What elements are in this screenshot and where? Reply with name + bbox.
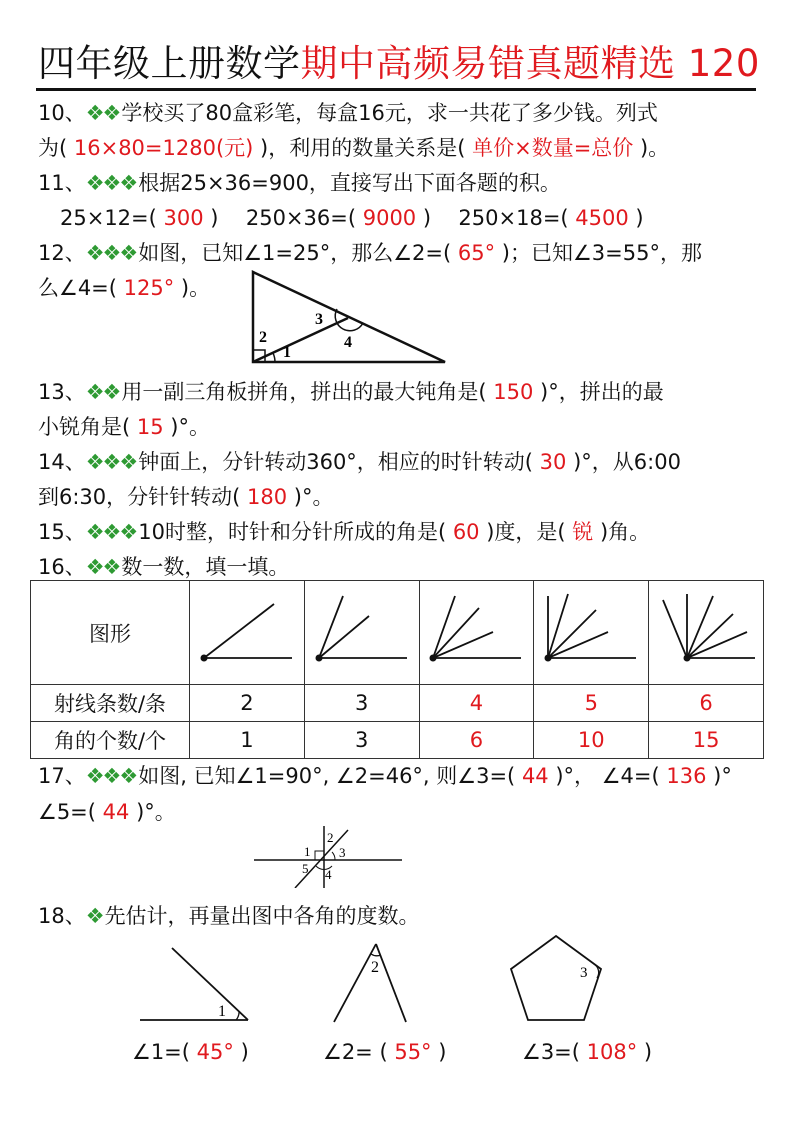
q13-answer-2: 15 <box>130 415 171 439</box>
q12-text: 如图，已知∠1=25°，那么∠2=( <box>138 241 452 265</box>
q10-text: 学校买了80盒彩笔，每盒16元，求一共花了多少钱。列式 <box>121 101 658 125</box>
difficulty-diamond-icon: ❖❖ <box>85 380 120 404</box>
q18-answer-2 <box>323 1040 446 1064</box>
table-cell-figure <box>304 581 419 685</box>
q13-number: 13、 <box>38 380 86 404</box>
q18-answer-text: ∠3=( <box>522 1040 580 1064</box>
q10-number: 10、 <box>38 101 86 125</box>
ray-figure <box>307 590 417 670</box>
table-cell-answer: 10 <box>534 722 649 759</box>
angle-label-1: 1 <box>304 844 311 859</box>
q17-text: ∠5=( <box>38 800 96 824</box>
q12-triangle-figure <box>245 268 455 366</box>
q17-text: )° <box>713 764 732 788</box>
q14-answer-1: 30 <box>533 450 574 474</box>
q11-line2 <box>60 202 644 234</box>
q13-text: 用一副三角板拼角，拼出的最大钝角是( <box>121 380 487 404</box>
table-cell-answer: 4 <box>419 685 534 722</box>
q11-text: 根据25×36=900，直接写出下面各题的积。 <box>138 171 561 195</box>
table-header-angles: 角的个数/个 <box>31 722 190 759</box>
q15-text: )度，是( <box>486 520 566 544</box>
q14-line2 <box>38 481 334 513</box>
q11-expr: 250×18=( <box>458 206 569 230</box>
q10-text: )，利用的数量关系是( <box>260 136 466 160</box>
ray-figure <box>421 590 531 670</box>
angle-label-1: 1 <box>218 1003 226 1020</box>
q11-expr: ) <box>210 206 219 230</box>
q10-line1 <box>38 97 658 129</box>
difficulty-diamond-icon: ❖❖❖ <box>85 764 137 788</box>
q11-answer-1: 300 <box>156 206 211 230</box>
q17-intersecting-lines-figure <box>248 826 408 888</box>
table-cell-figure <box>534 581 649 685</box>
q12-answer-2: 125° <box>116 276 181 300</box>
table-cell-answer: 5 <box>534 685 649 722</box>
angle-label-3: 3 <box>315 311 323 328</box>
q18-line <box>38 900 420 932</box>
q13-text: 小锐角是( <box>38 415 131 439</box>
q11-answer-2: 9000 <box>356 206 423 230</box>
table-row <box>31 581 764 685</box>
q10-answer-2: 单价×数量=总价 <box>465 136 640 160</box>
q18-answer-text: ∠2= ( <box>323 1040 388 1064</box>
table-cell-figure <box>190 581 305 685</box>
q17-text: )°， ∠4=( <box>555 764 660 788</box>
ray-figure <box>651 590 761 670</box>
table-cell-figure <box>419 581 534 685</box>
q11-expr: 250×36=( <box>245 206 357 230</box>
q18-answer-3 <box>522 1040 652 1064</box>
table-cell: 1 <box>190 722 305 759</box>
angle-label-1: 1 <box>283 344 291 361</box>
difficulty-diamond-icon: ❖❖❖ <box>85 520 137 544</box>
q13-line1 <box>38 376 664 408</box>
q17-answer-2: 136 <box>659 764 714 788</box>
q17-line2 <box>38 796 176 828</box>
q17-text: 如图, 已知∠1=90°, ∠2=46°, 则∠3=( <box>138 764 516 788</box>
q14-answer-2: 180 <box>240 485 294 509</box>
q10-text: 为( <box>38 136 68 160</box>
angle-label-3: 3 <box>339 845 346 860</box>
difficulty-diamond-icon: ❖❖ <box>85 555 120 579</box>
q11-number: 11、 <box>38 171 86 195</box>
difficulty-diamond-icon: ❖❖ <box>85 101 120 125</box>
angle-label-2: 2 <box>371 959 379 976</box>
q18-angle2-figure <box>328 940 410 1026</box>
q18-angle1-figure <box>138 944 253 1026</box>
table-row <box>31 685 764 722</box>
q13-answer-1: 150 <box>486 380 541 404</box>
q11-expr: ) <box>635 206 644 230</box>
q18-answer-text: ) <box>240 1040 249 1064</box>
q18-answer-value: 45° <box>189 1040 241 1064</box>
q17-line1 <box>38 760 732 792</box>
q11-line1 <box>38 167 561 199</box>
table-row <box>31 722 764 759</box>
q16-number: 16、 <box>38 555 86 579</box>
q15-text: 10时整，时针和分针所成的角是( <box>138 520 447 544</box>
q16-text: 数一数，填一填。 <box>121 555 290 579</box>
page-title <box>38 40 758 88</box>
q18-pentagon-figure <box>505 932 607 1024</box>
angle-label-2: 2 <box>259 329 267 346</box>
q14-text: 到6:30，分针针转动( <box>38 485 241 509</box>
q18-answer-text: ) <box>643 1040 653 1064</box>
angle-label-5: 5 <box>302 861 309 876</box>
title-part2: 期中高频易错真题精选 120 <box>300 42 760 85</box>
q11-expr: 25×12=( <box>60 206 157 230</box>
table-header-shape: 图形 <box>31 581 190 685</box>
q16-line <box>38 551 289 583</box>
q15-answer-2: 锐 <box>565 520 600 544</box>
ray-figure <box>192 590 302 670</box>
q12-text: 么∠4=( <box>38 276 117 300</box>
difficulty-diamond-icon: ❖❖❖ <box>85 171 137 195</box>
q18-number: 18、 <box>38 904 86 928</box>
table-cell: 3 <box>304 685 419 722</box>
q11-answer-3: 4500 <box>568 206 636 230</box>
rays-angles-table <box>30 580 764 759</box>
q17-text: )°。 <box>136 800 176 824</box>
q18-answer-1 <box>132 1040 249 1064</box>
q14-text: 钟面上，分针转动360°，相应的时针转动( <box>138 450 533 474</box>
q12-line2 <box>38 272 210 304</box>
q12-number: 12、 <box>38 241 86 265</box>
q15-number: 15、 <box>38 520 86 544</box>
q12-answer-1: 65° <box>451 241 502 265</box>
q18-text: 先估计，再量出图中各角的度数。 <box>104 904 420 928</box>
q17-number: 17、 <box>38 764 86 788</box>
q18-answer-text: ) <box>438 1040 447 1064</box>
q12-text: )。 <box>180 276 211 300</box>
angle-label-2: 2 <box>327 830 334 845</box>
difficulty-diamond-icon: ❖❖❖ <box>85 450 137 474</box>
q13-line2 <box>38 411 210 443</box>
q15-line <box>38 516 650 548</box>
q15-text: )角。 <box>599 520 651 544</box>
q10-answer-1: 16×80=1280(元) <box>67 136 261 160</box>
q10-line2 <box>38 132 669 164</box>
table-cell-figure <box>649 581 764 685</box>
ray-figure <box>536 590 646 670</box>
q18-answer-text: ∠1=( <box>132 1040 190 1064</box>
angle-label-4: 4 <box>325 867 332 882</box>
q14-number: 14、 <box>38 450 86 474</box>
angle-label-4: 4 <box>344 334 352 351</box>
q13-text: )°。 <box>170 415 210 439</box>
q12-text: )；已知∠3=55°，那 <box>501 241 702 265</box>
table-cell: 2 <box>190 685 305 722</box>
q17-answer-1: 44 <box>515 764 556 788</box>
difficulty-diamond-icon: ❖ <box>85 904 103 928</box>
q15-answer-1: 60 <box>446 520 487 544</box>
q10-text: )。 <box>639 136 670 160</box>
q14-line1 <box>38 446 681 478</box>
angle-label-3: 3 <box>580 965 588 981</box>
q17-answer-3: 44 <box>95 800 137 824</box>
table-header-rays: 射线条数/条 <box>31 685 190 722</box>
q11-expr: ) <box>422 206 432 230</box>
q12-line1 <box>38 237 702 269</box>
q13-text: )°，拼出的最 <box>540 380 664 404</box>
difficulty-diamond-icon: ❖❖❖ <box>85 241 137 265</box>
q14-text: )°，从6:00 <box>573 450 681 474</box>
table-cell-answer: 15 <box>649 722 764 759</box>
q18-answer-value: 55° <box>387 1040 439 1064</box>
title-part1: 四年级上册数学 <box>38 42 301 85</box>
q14-text: )°。 <box>293 485 334 509</box>
q18-answer-value: 108° <box>579 1040 644 1064</box>
table-cell-answer: 6 <box>419 722 534 759</box>
table-cell-answer: 6 <box>649 685 764 722</box>
title-underline <box>36 88 756 91</box>
table-cell: 3 <box>304 722 419 759</box>
